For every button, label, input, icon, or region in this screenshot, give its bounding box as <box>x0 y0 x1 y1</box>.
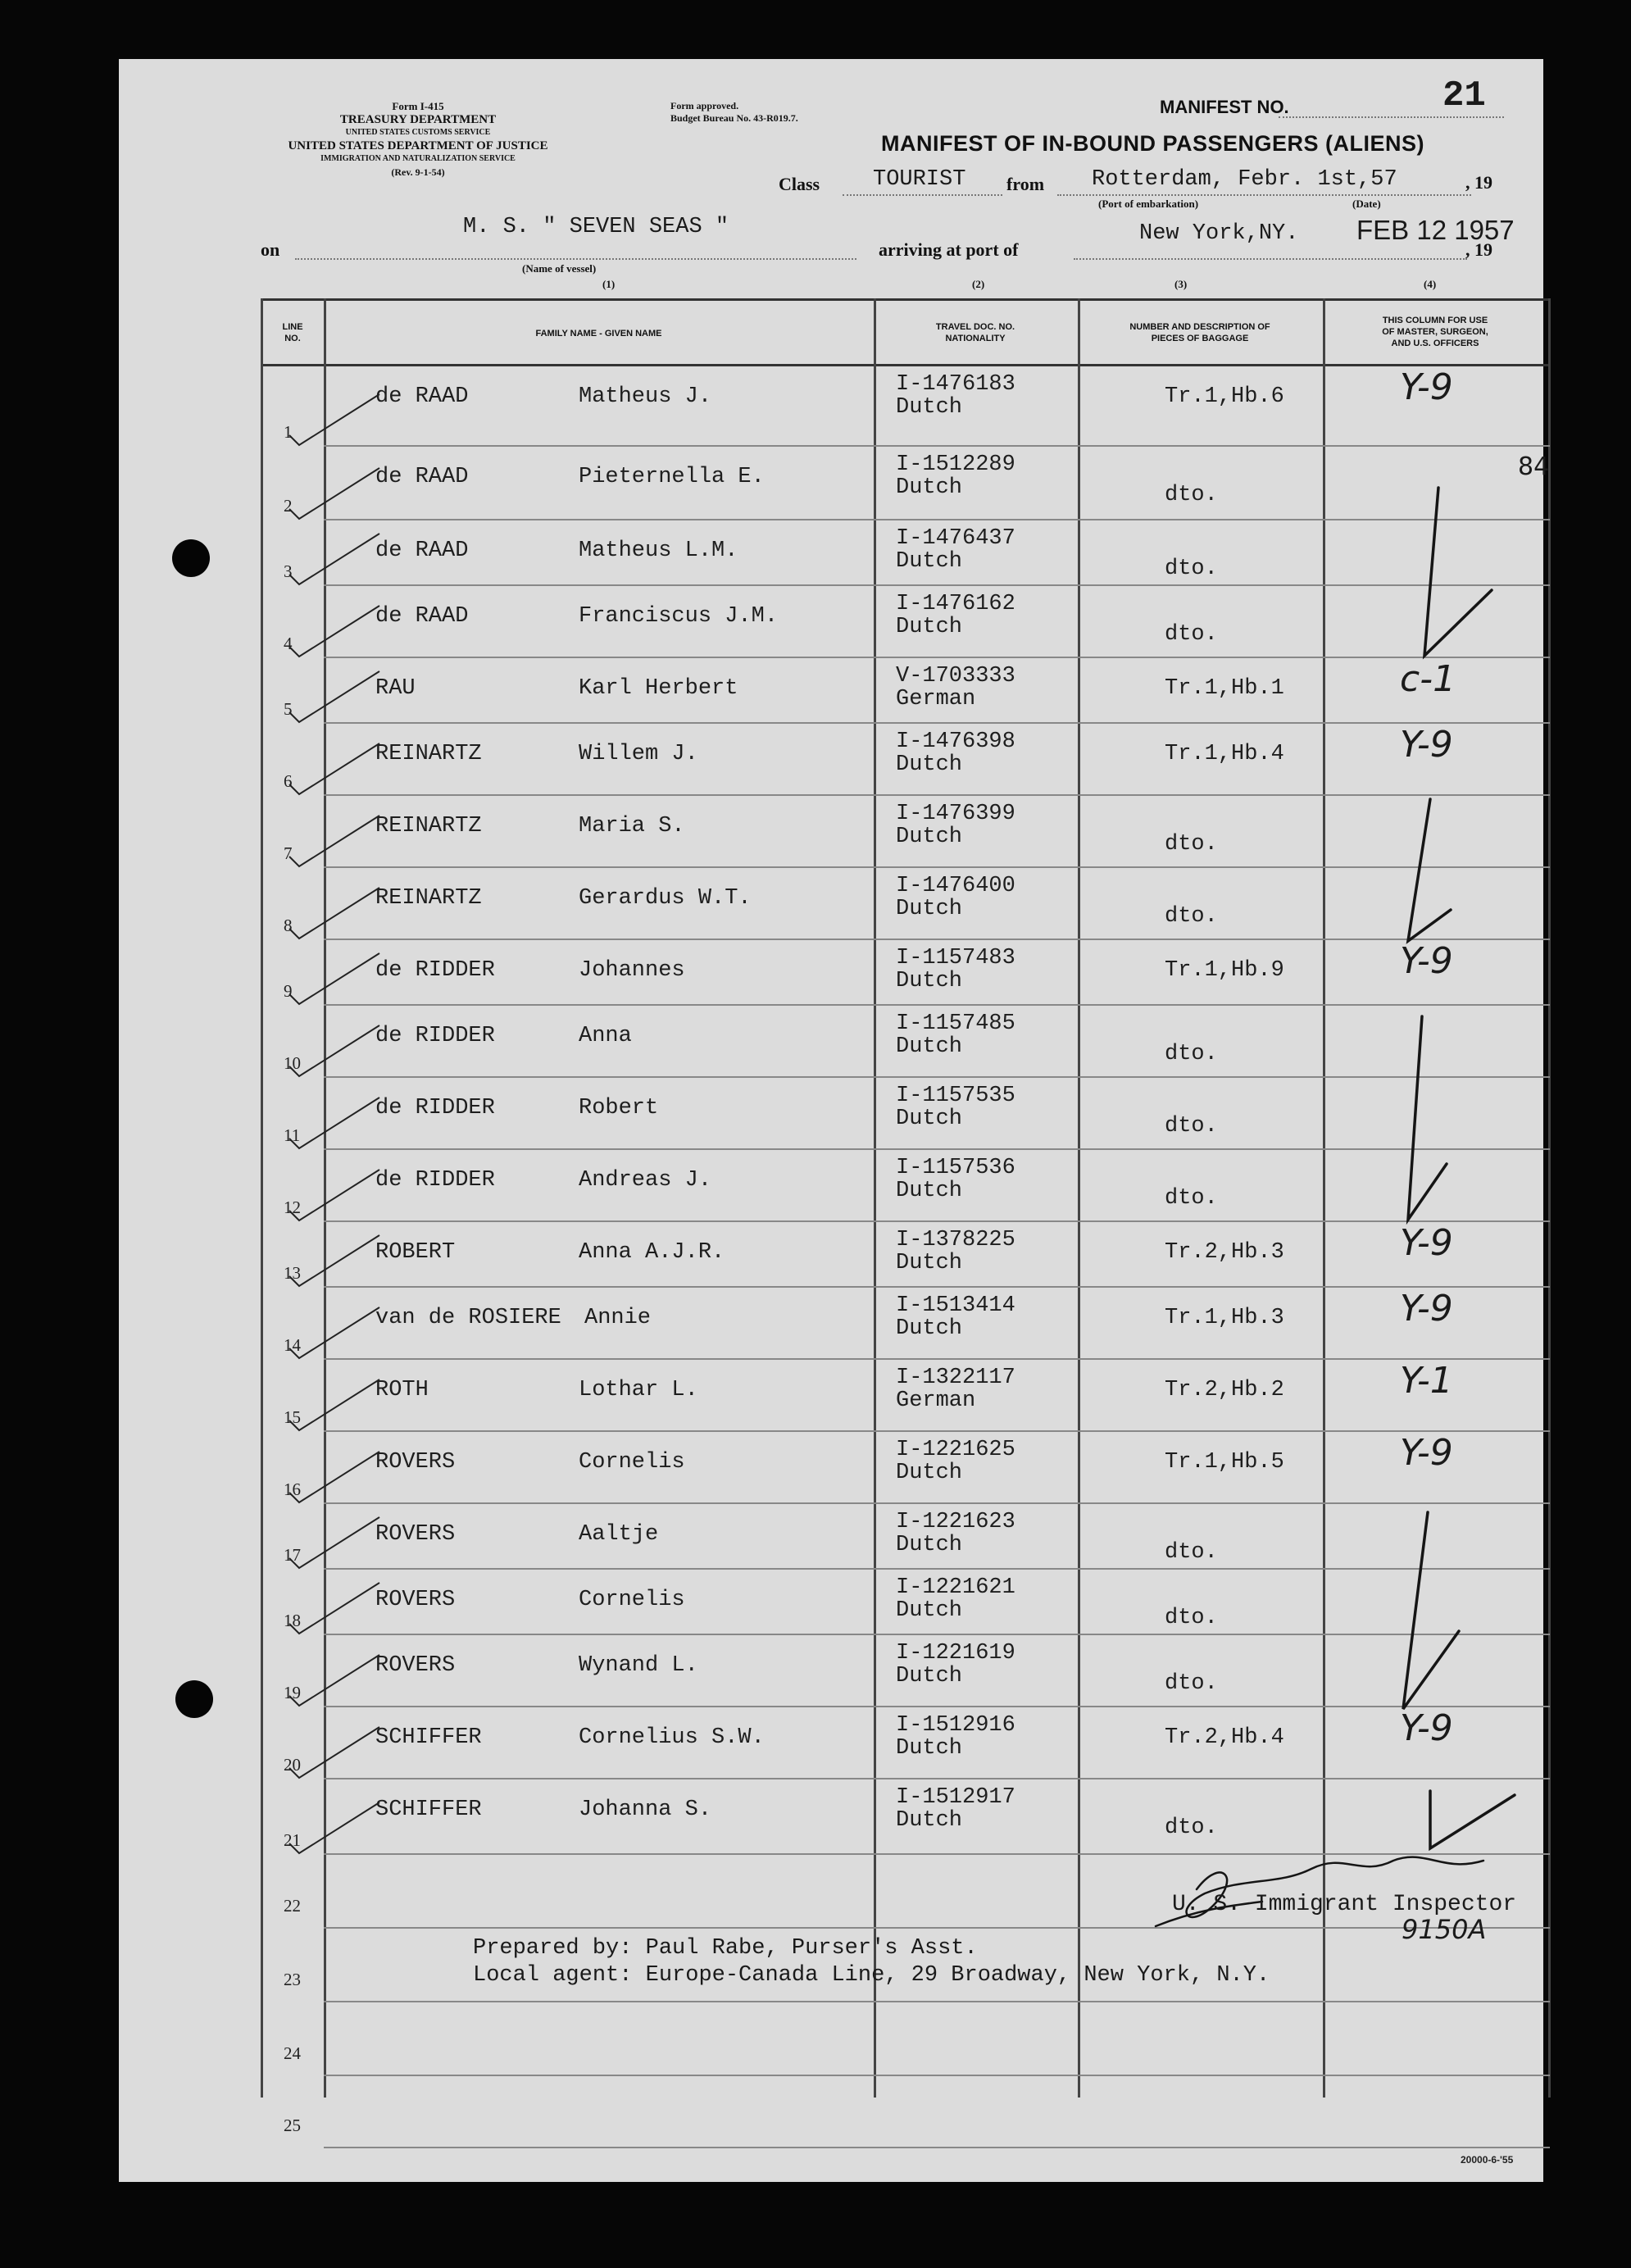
manifest-no: 21 <box>1442 75 1486 116</box>
travel-doc-no: I-1378225 <box>896 1228 1015 1252</box>
family-name: ROTH <box>375 1378 429 1402</box>
family-name: de RIDDER <box>375 1096 495 1120</box>
from-value: Rotterdam, Febr. 1st,57 <box>1092 167 1397 192</box>
col-3-number: (3) <box>1174 278 1188 290</box>
arriving-label: arriving at port of <box>879 239 1019 260</box>
vessel-name: M. S. " SEVEN SEAS " <box>463 215 729 239</box>
prepared-by: Prepared by: Paul Rabe, Purser's Asst. <box>473 1936 978 1961</box>
manifest-no-label: MANIFEST NO. <box>1160 97 1289 117</box>
nationality: Dutch <box>896 1664 963 1689</box>
baggage-description: Tr.1,Hb.4 <box>1165 742 1284 766</box>
class-label: Class <box>779 174 820 194</box>
customs-label: UNITED STATES CUSTOMS SERVICE <box>345 128 491 137</box>
given-name: Karl Herbert <box>579 676 738 701</box>
arrival-date-stamp: FEB 12 1957 <box>1356 215 1515 245</box>
line-number: 8 <box>284 916 293 935</box>
travel-doc-no: I-1512289 <box>896 452 1015 477</box>
officer-notation: c-1 <box>1400 658 1456 700</box>
from-label: from <box>1006 174 1045 194</box>
line-number: 25 <box>284 2116 301 2135</box>
family-name: SCHIFFER <box>375 1725 482 1750</box>
family-name: REINARTZ <box>375 814 482 839</box>
given-name: Johanna S. <box>579 1798 712 1822</box>
travel-doc-no: I-1157485 <box>896 1011 1015 1036</box>
line-number: 14 <box>284 1335 301 1355</box>
given-name: Matheus J. <box>579 384 712 409</box>
given-name: Matheus L.M. <box>579 539 738 563</box>
nationality: Dutch <box>896 475 963 500</box>
line-number: 6 <box>284 771 293 791</box>
line-number: 9 <box>284 981 293 1001</box>
nationality: Dutch <box>896 897 963 921</box>
given-name: Maria S. <box>579 814 685 839</box>
baggage-description: Tr.1,Hb.6 <box>1165 384 1284 409</box>
travel-doc-no: I-1476437 <box>896 526 1015 551</box>
baggage-ditto: dto. <box>1165 1540 1218 1565</box>
inspector-code: 9150A <box>1402 1914 1487 1945</box>
family-name: ROBERT <box>375 1240 456 1265</box>
local-agent: Local agent: Europe-Canada Line, 29 Broadway, New York, N.Y. <box>473 1963 1270 1988</box>
baggage-ditto: dto. <box>1165 1671 1218 1696</box>
given-name: Robert <box>579 1096 659 1120</box>
baggage-ditto: dto. <box>1165 557 1218 581</box>
baggage-description: Tr.2,Hb.4 <box>1165 1725 1284 1750</box>
line-number: 16 <box>284 1479 301 1499</box>
family-name: de RIDDER <box>375 1024 495 1048</box>
baggage-ditto: dto. <box>1165 1606 1218 1630</box>
travel-doc-no: I-1476400 <box>896 874 1015 898</box>
family-name: de RAAD <box>375 384 469 409</box>
baggage-ditto: dto. <box>1165 622 1218 647</box>
nationality: Dutch <box>896 752 963 777</box>
travel-doc-no: I-1221621 <box>896 1575 1015 1600</box>
nationality: Dutch <box>896 969 963 993</box>
family-name: de RIDDER <box>375 1168 495 1193</box>
justice-label: UNITED STATES DEPARTMENT OF JUSTICE <box>288 139 548 152</box>
family-name: de RAAD <box>375 465 469 489</box>
arrival-port: New York,NY. <box>1139 221 1299 246</box>
travel-doc-no: I-1476399 <box>896 802 1015 826</box>
nationality: Dutch <box>896 825 963 849</box>
travel-doc-no: I-1157483 <box>896 946 1015 970</box>
given-name: Johannes <box>579 958 685 983</box>
col-header-officers: THIS COLUMN FOR USE OF MASTER, SURGEON, AND U.S. OFFICERS <box>1382 316 1488 348</box>
baggage-ditto: dto. <box>1165 1114 1218 1139</box>
officer-notation: Y-9 <box>1400 1222 1453 1264</box>
given-name: Lothar L. <box>579 1378 698 1402</box>
travel-doc-no: I-1221625 <box>896 1438 1015 1462</box>
nationality: Dutch <box>896 1034 963 1059</box>
travel-doc-no: I-1513414 <box>896 1293 1015 1318</box>
baggage-description: Tr.1,Hb.1 <box>1165 676 1284 701</box>
family-name: ROVERS <box>375 1522 456 1547</box>
given-name: Anna <box>579 1024 632 1048</box>
given-name: Pieternella E. <box>579 465 765 489</box>
officer-notation: Y-9 <box>1400 1707 1453 1749</box>
officer-notation: Y-9 <box>1400 940 1453 982</box>
treasury-label: TREASURY DEPARTMENT <box>339 113 497 126</box>
officer-notation: Y-9 <box>1400 1288 1453 1329</box>
travel-doc-no: I-1512916 <box>896 1713 1015 1738</box>
travel-doc-no: I-1221619 <box>896 1641 1015 1666</box>
baggage-ditto: dto. <box>1165 1042 1218 1066</box>
baggage-ditto: dto. <box>1165 832 1218 857</box>
line-number: 7 <box>284 843 293 863</box>
given-name: Franciscus J.M. <box>579 604 779 629</box>
baggage-description: Tr.1,Hb.3 <box>1165 1306 1284 1330</box>
nationality: Dutch <box>896 549 963 574</box>
line-number: 18 <box>284 1611 301 1630</box>
travel-doc-no: I-1476183 <box>896 372 1015 397</box>
travel-doc-no: I-1221623 <box>896 1510 1015 1534</box>
family-name: de RAAD <box>375 539 469 563</box>
line-number: 21 <box>284 1830 301 1850</box>
family-name: ROVERS <box>375 1588 456 1612</box>
family-name: de RAAD <box>375 604 469 629</box>
baggage-ditto: dto. <box>1165 483 1218 507</box>
nationality: Dutch <box>896 1808 963 1833</box>
given-name: Cornelis <box>579 1450 685 1475</box>
officer-notation: Y-9 <box>1400 366 1453 408</box>
travel-doc-no: I-1157536 <box>896 1156 1015 1180</box>
baggage-ditto: dto. <box>1165 1186 1218 1211</box>
travel-doc-no: V-1703333 <box>896 664 1015 689</box>
line-number: 15 <box>284 1407 301 1427</box>
travel-doc-no: I-1512917 <box>896 1785 1015 1810</box>
budget-bureau: Budget Bureau No. 43-R019.7. <box>670 112 798 124</box>
family-name: ROVERS <box>375 1653 456 1678</box>
line-number: 24 <box>284 2043 301 2063</box>
year-suffix: , 19 <box>1465 172 1492 193</box>
officer-notation: Y-9 <box>1400 1432 1453 1474</box>
given-name: Cornelius S.W. <box>579 1725 765 1750</box>
port-embarkation-caption: (Port of embarkation) <box>1098 198 1199 210</box>
family-name: RAU <box>375 676 416 701</box>
baggage-description: Tr.1,Hb.5 <box>1165 1450 1284 1475</box>
col-4-number: (4) <box>1424 278 1437 290</box>
line-number: 19 <box>284 1683 301 1702</box>
line-number: 13 <box>284 1263 301 1283</box>
nationality: Dutch <box>896 1598 963 1623</box>
ins-label: IMMIGRATION AND NATURALIZATION SERVICE <box>320 154 516 163</box>
class-value: TOURIST <box>873 167 966 192</box>
form-number: Form I-415 <box>392 100 444 112</box>
family-name: SCHIFFER <box>375 1798 482 1822</box>
given-name: Willem J. <box>579 742 698 766</box>
officer-notation: Y-1 <box>1400 1360 1453 1402</box>
line-number: 17 <box>284 1545 301 1565</box>
given-name: Wynand L. <box>579 1653 698 1678</box>
line-number: 20 <box>284 1755 301 1775</box>
family-name: van de ROSIERE <box>375 1306 561 1330</box>
line-number: 12 <box>284 1198 301 1217</box>
year-suffix-2: , 19 <box>1465 239 1492 260</box>
col-header-line-no: LINE NO. <box>282 322 303 343</box>
line-number: 2 <box>284 496 293 516</box>
line-number: 1 <box>284 422 293 442</box>
date-caption: (Date) <box>1352 198 1381 210</box>
travel-doc-no: I-1476398 <box>896 729 1015 754</box>
given-name: Annie <box>584 1306 652 1330</box>
travel-doc-no: I-1322117 <box>896 1366 1015 1390</box>
travel-doc-no: I-1157535 <box>896 1084 1015 1108</box>
nationality: Dutch <box>896 1251 963 1275</box>
travel-doc-no: I-1476162 <box>896 592 1015 616</box>
baggage-ditto: dto. <box>1165 904 1218 929</box>
nationality: Dutch <box>896 1461 963 1485</box>
margin-note-84: 84 <box>1518 452 1550 481</box>
line-number: 5 <box>284 699 293 719</box>
baggage-description: Tr.2,Hb.3 <box>1165 1240 1284 1265</box>
nationality: Dutch <box>896 1533 963 1557</box>
nationality: German <box>896 687 976 711</box>
form-approved: Form approved. <box>670 100 739 111</box>
col-header-travel: TRAVEL DOC. NO. NATIONALITY <box>935 322 1015 343</box>
line-number: 11 <box>284 1125 301 1145</box>
family-name: de RIDDER <box>375 958 495 983</box>
footer-code: 20000-6-'55 <box>1461 2154 1514 2166</box>
given-name: Anna A.J.R. <box>579 1240 725 1265</box>
col-1-number: (1) <box>602 278 616 290</box>
baggage-description: Tr.2,Hb.2 <box>1165 1378 1284 1402</box>
rev-label: (Rev. 9-1-54) <box>391 166 445 178</box>
page-title: MANIFEST OF IN-BOUND PASSENGERS (ALIENS) <box>881 131 1425 156</box>
vessel-caption: (Name of vessel) <box>522 262 597 275</box>
family-name: REINARTZ <box>375 742 482 766</box>
on-label: on <box>261 239 280 260</box>
nationality: German <box>896 1389 976 1413</box>
given-name: Andreas J. <box>579 1168 712 1193</box>
baggage-description: Tr.1,Hb.9 <box>1165 958 1284 983</box>
inspector-label: U. S. Immigrant Inspector <box>1172 1892 1517 1917</box>
col-2-number: (2) <box>972 278 985 290</box>
family-name: REINARTZ <box>375 886 482 911</box>
line-number: 4 <box>284 634 293 653</box>
family-name: ROVERS <box>375 1450 456 1475</box>
line-number: 22 <box>284 1896 301 1916</box>
line-number: 3 <box>284 561 293 581</box>
nationality: Dutch <box>896 1107 963 1131</box>
nationality: Dutch <box>896 395 963 420</box>
nationality: Dutch <box>896 1316 963 1341</box>
given-name: Cornelis <box>579 1588 685 1612</box>
nationality: Dutch <box>896 1179 963 1203</box>
line-number: 23 <box>284 1970 301 1989</box>
baggage-ditto: dto. <box>1165 1816 1218 1840</box>
col-header-baggage: NUMBER AND DESCRIPTION OF PIECES OF BAGGAGE <box>1129 322 1270 343</box>
given-name: Aaltje <box>579 1522 659 1547</box>
officer-notation: Y-9 <box>1400 724 1453 766</box>
nationality: Dutch <box>896 1736 963 1761</box>
nationality: Dutch <box>896 615 963 639</box>
line-number: 10 <box>284 1053 301 1073</box>
given-name: Gerardus W.T. <box>579 886 752 911</box>
col-header-name: FAMILY NAME - GIVEN NAME <box>535 329 662 339</box>
